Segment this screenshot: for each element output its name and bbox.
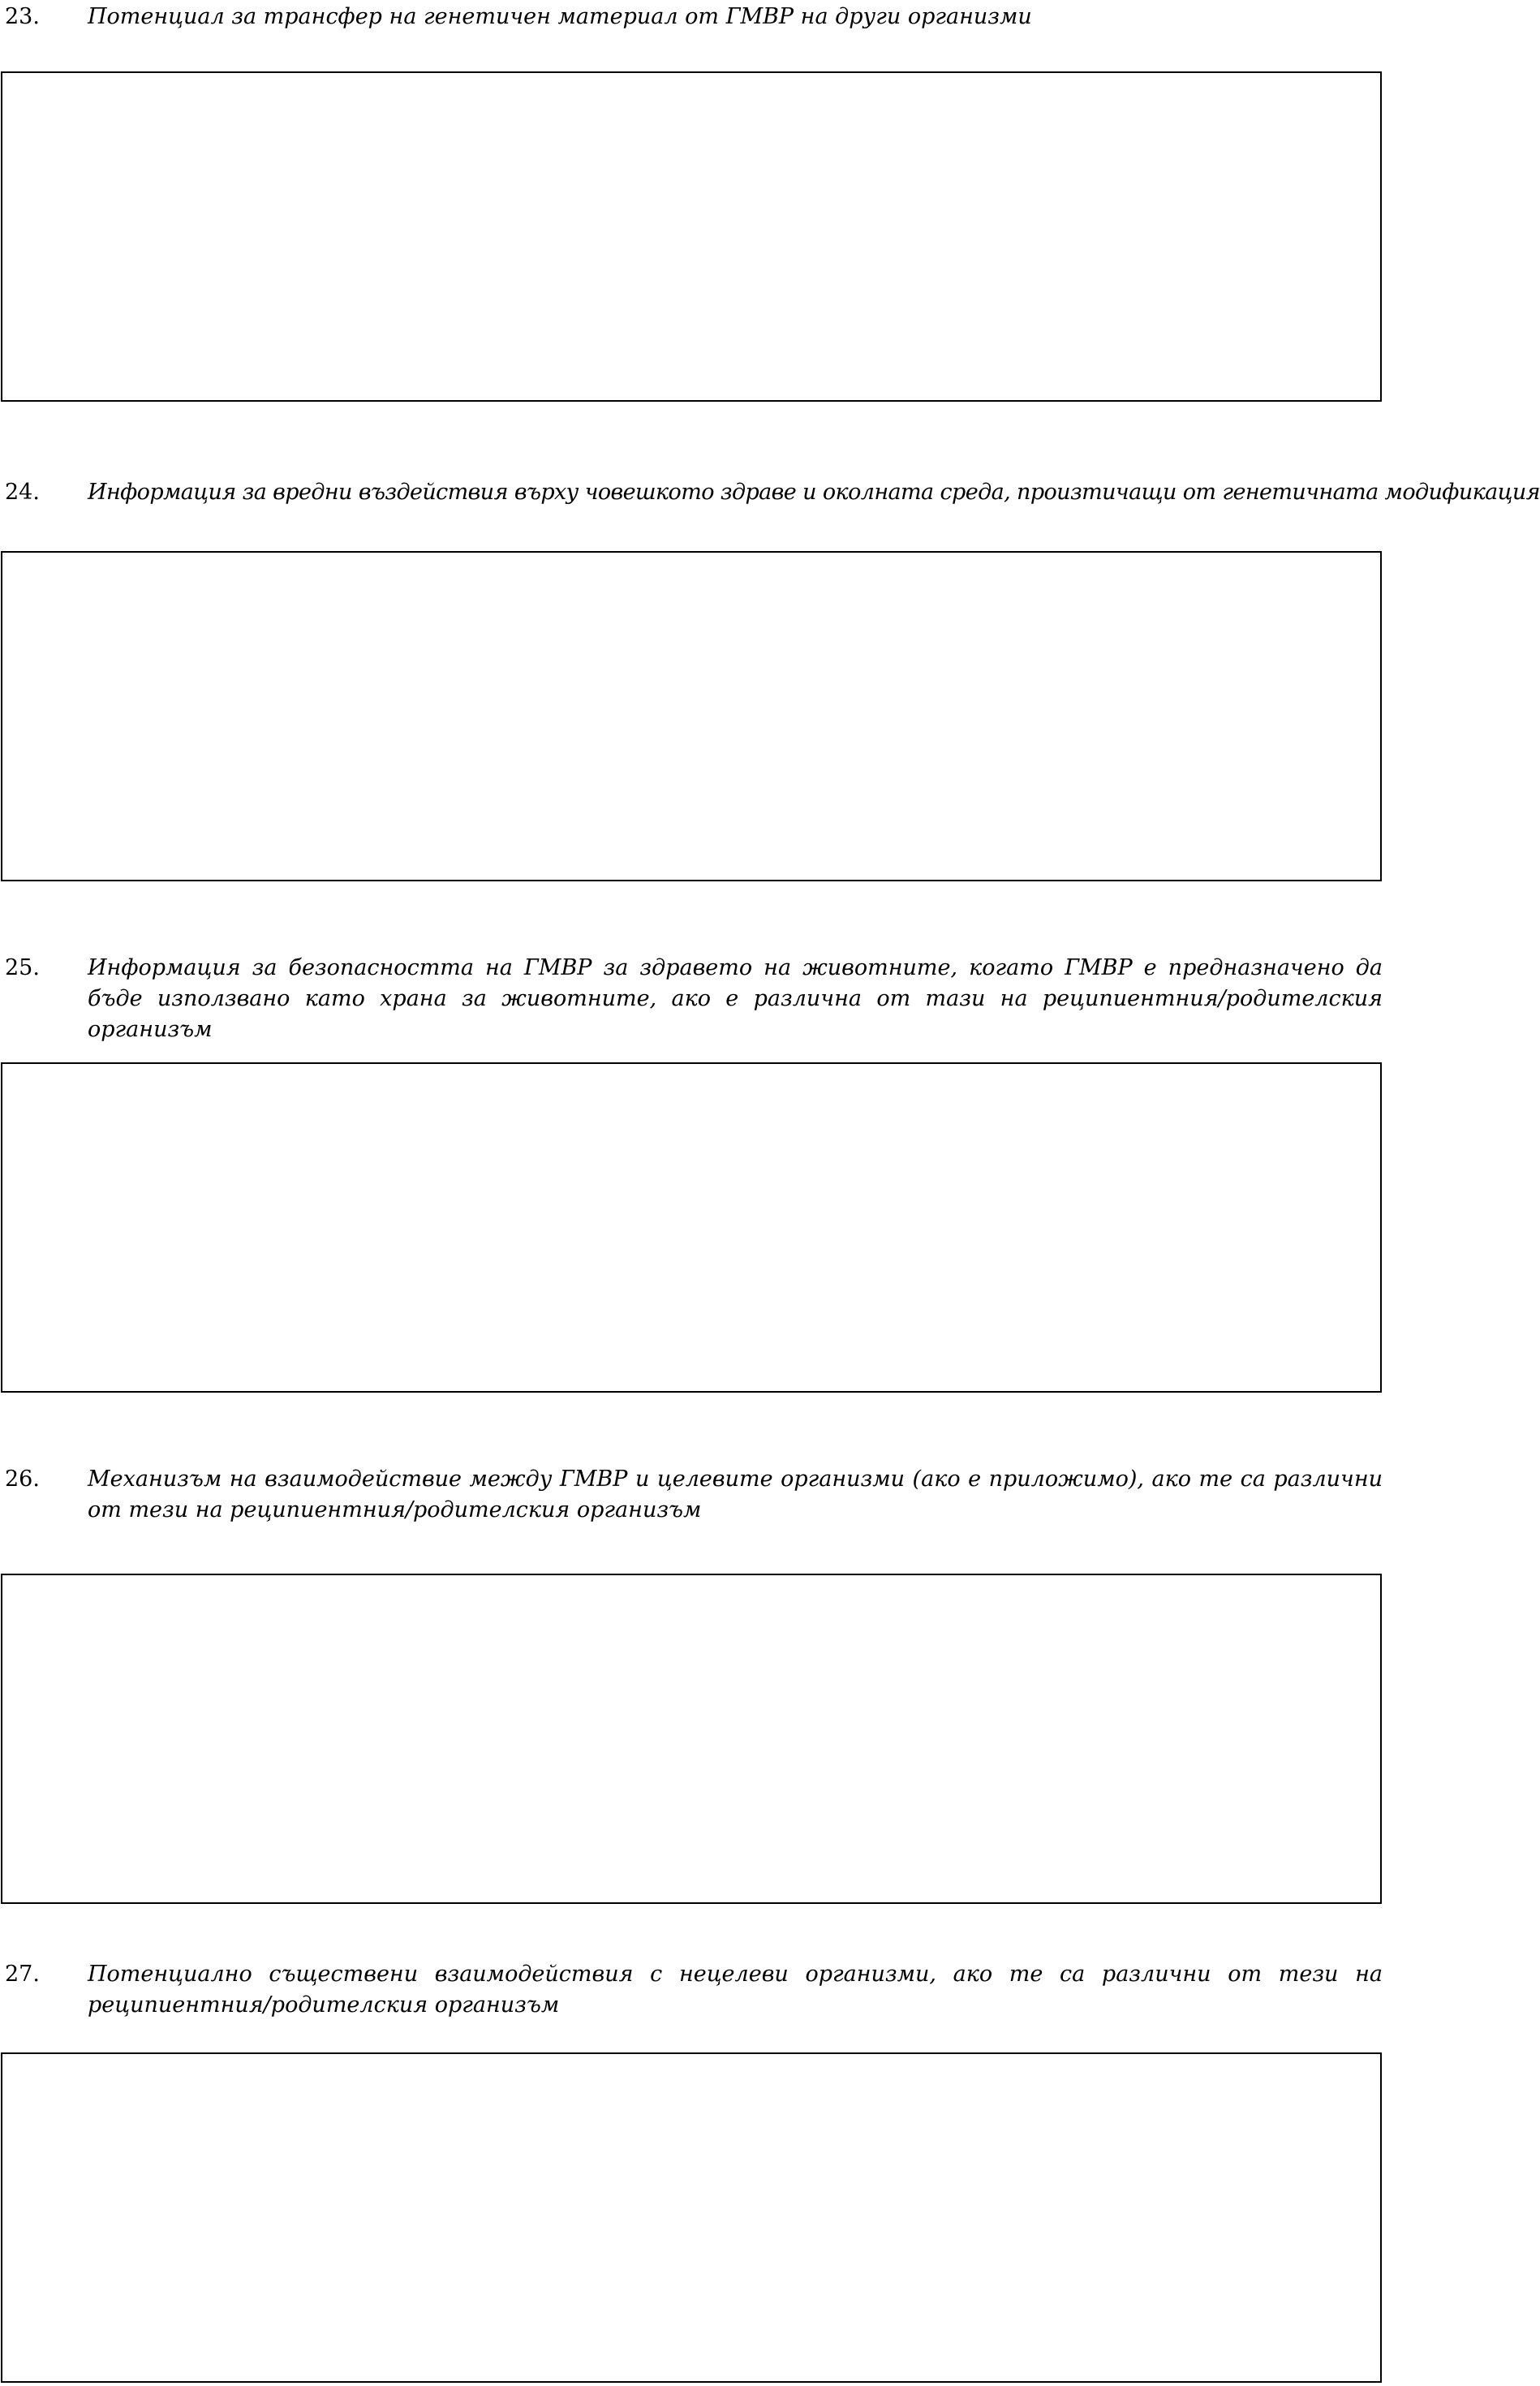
answer-box-24[interactable] (1, 551, 1382, 881)
answer-box-23[interactable] (1, 71, 1382, 402)
question-number: 25. (5, 955, 40, 980)
question-number: 26. (5, 1466, 40, 1492)
question-number: 27. (5, 1962, 40, 1987)
answer-box-27[interactable] (1, 2052, 1382, 2383)
question-text: Механизъм на взаимодействие между ГМВР и целевите организми (ако е приложимо), ако те са различни от тези на реципиентния/родителския организъм (88, 1466, 1383, 1522)
question-text: Информация за вредни въздействия върху човешкото здраве и околната среда, произтичащи от генетичната модификация (88, 480, 1540, 505)
question-number: 24. (5, 480, 40, 505)
question-text: Потенциално съществени взаимодействия с нецелеви организми, ако те са различни от тези на реципиентния/родителския организъм (88, 1962, 1383, 2018)
question-number: 23. (5, 4, 40, 29)
answer-box-26[interactable] (1, 1574, 1382, 1904)
question-text: Потенциал за трансфер на генетичен материал от ГМВР на други организми (88, 4, 1032, 29)
question-text: Информация за безопасността на ГМВР за здравето на животните, когато ГМВР е предназначено да бъде използвано като храна за животните, ако е различна от тази на реципиентния/родителския организъм (88, 955, 1383, 1042)
answer-box-25[interactable] (1, 1062, 1382, 1393)
